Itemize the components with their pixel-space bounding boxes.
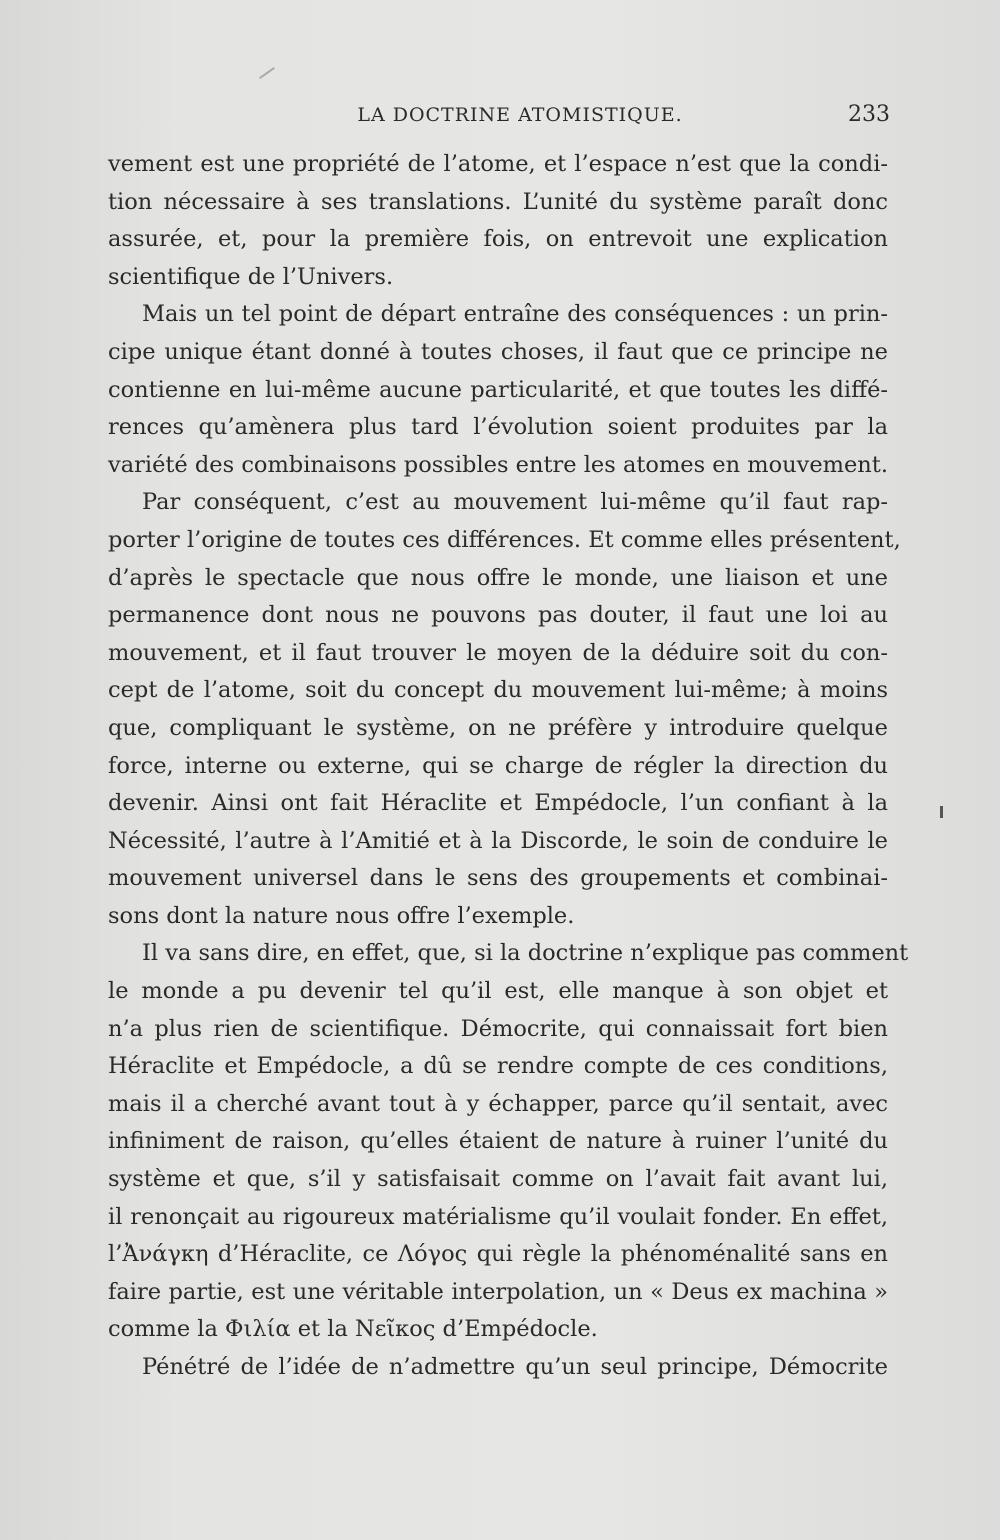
text-line: porter l’origine de toutes ces différences. Et comme elles présentent, [108,526,901,553]
text-line: Héraclite et Empédocle, a dû se rendre compte de ces conditions, [108,1053,888,1080]
text-line: assurée, et, pour la première fois, on entrevoit une explication [108,226,888,253]
text-line: infiniment de raison, qu’elles étaient de nature à ruiner l’unité du [108,1128,888,1155]
page-header [110,100,890,134]
text-line: mouvement, et il faut trouver le moyen de la déduire soit du con- [108,639,888,666]
text-line: cept de l’atome, soit du concept du mouvement lui-même; à moins [108,677,888,704]
text-line: scientifique de l’Univers. [108,263,394,290]
text-line: mouvement universel dans le sens des groupements et combinai- [108,865,888,892]
paper-scratch-mark [259,67,275,79]
text-line: Il va sans dire, en effet, que, si la doctrine n’explique pas comment [142,940,909,967]
text-line: contienne en lui-même aucune particularité, et que toutes les diffé- [108,376,888,403]
margin-mark [940,806,943,818]
running-title: LA DOCTRINE ATOMISTIQUE. [357,104,683,126]
text-line: l’Ἀνάγκη d’Héraclite, ce Λόγος qui règle la phénoménalité sans en [108,1241,888,1268]
text-line: mais il a cherché avant tout à y échapper, parce qu’il sentait, avec [108,1090,888,1117]
text-line: devenir. Ainsi ont fait Héraclite et Empédocle, l’un confiant à la [108,790,888,817]
page-number: 233 [848,102,890,127]
text-line: Pénétré de l’idée de n’admettre qu’un seul principe, Démocrite [142,1354,888,1380]
text-line: Par conséquent, c’est au mouvement lui-même qu’il faut rap- [142,489,888,516]
text-line: système et que, s’il y satisfaisait comme on l’avait fait avant lui, [108,1166,888,1193]
text-line: vement est une propriété de l’atome, et l’espace n’est que la condi- [108,151,888,177]
text-line: n’a plus rien de scientifique. Démocrite, qui connaissait fort bien [108,1015,888,1042]
text-line: rences qu’amènera plus tard l’évolution soient produites par la [108,414,888,441]
text-line: d’après le spectacle que nous offre le monde, une liaison et une [108,564,888,591]
text-line: permanence dont nous ne pouvons pas douter, il faut une loi au [108,602,888,629]
text-line: que, compliquant le système, on ne préfère y introduire quelque [108,714,888,741]
text-line: il renonçait au rigoureux matérialisme qu’il voulait fonder. En effet, [108,1203,888,1230]
text-line: Mais un tel point de départ entraîne des conséquences : un prin- [142,301,888,328]
text-line: tion nécessaire à ses translations. L’unité du système paraît donc [108,188,888,215]
text-line: comme la Φιλία et la Νεῖκος d’Empédocle. [108,1316,598,1343]
text-line: force, interne ou externe, qui se charge de régler la direction du [108,752,888,779]
text-line: variété des combinaisons possibles entre les atomes en mouvement. [108,451,888,478]
text-line: faire partie, est une véritable interpolation, un « Deus ex machina » [108,1278,888,1305]
text-line: sons dont la nature nous offre l’exemple. [108,902,575,929]
body-text [108,146,909,1387]
text-line: Nécessité, l’autre à l’Amitié et à la Discorde, le soin de conduire le [108,827,888,854]
text-line: cipe unique étant donné à toutes choses, il faut que ce principe ne [108,338,888,365]
text-line: le monde a pu devenir tel qu’il est, elle manque à son objet et [108,978,888,1005]
